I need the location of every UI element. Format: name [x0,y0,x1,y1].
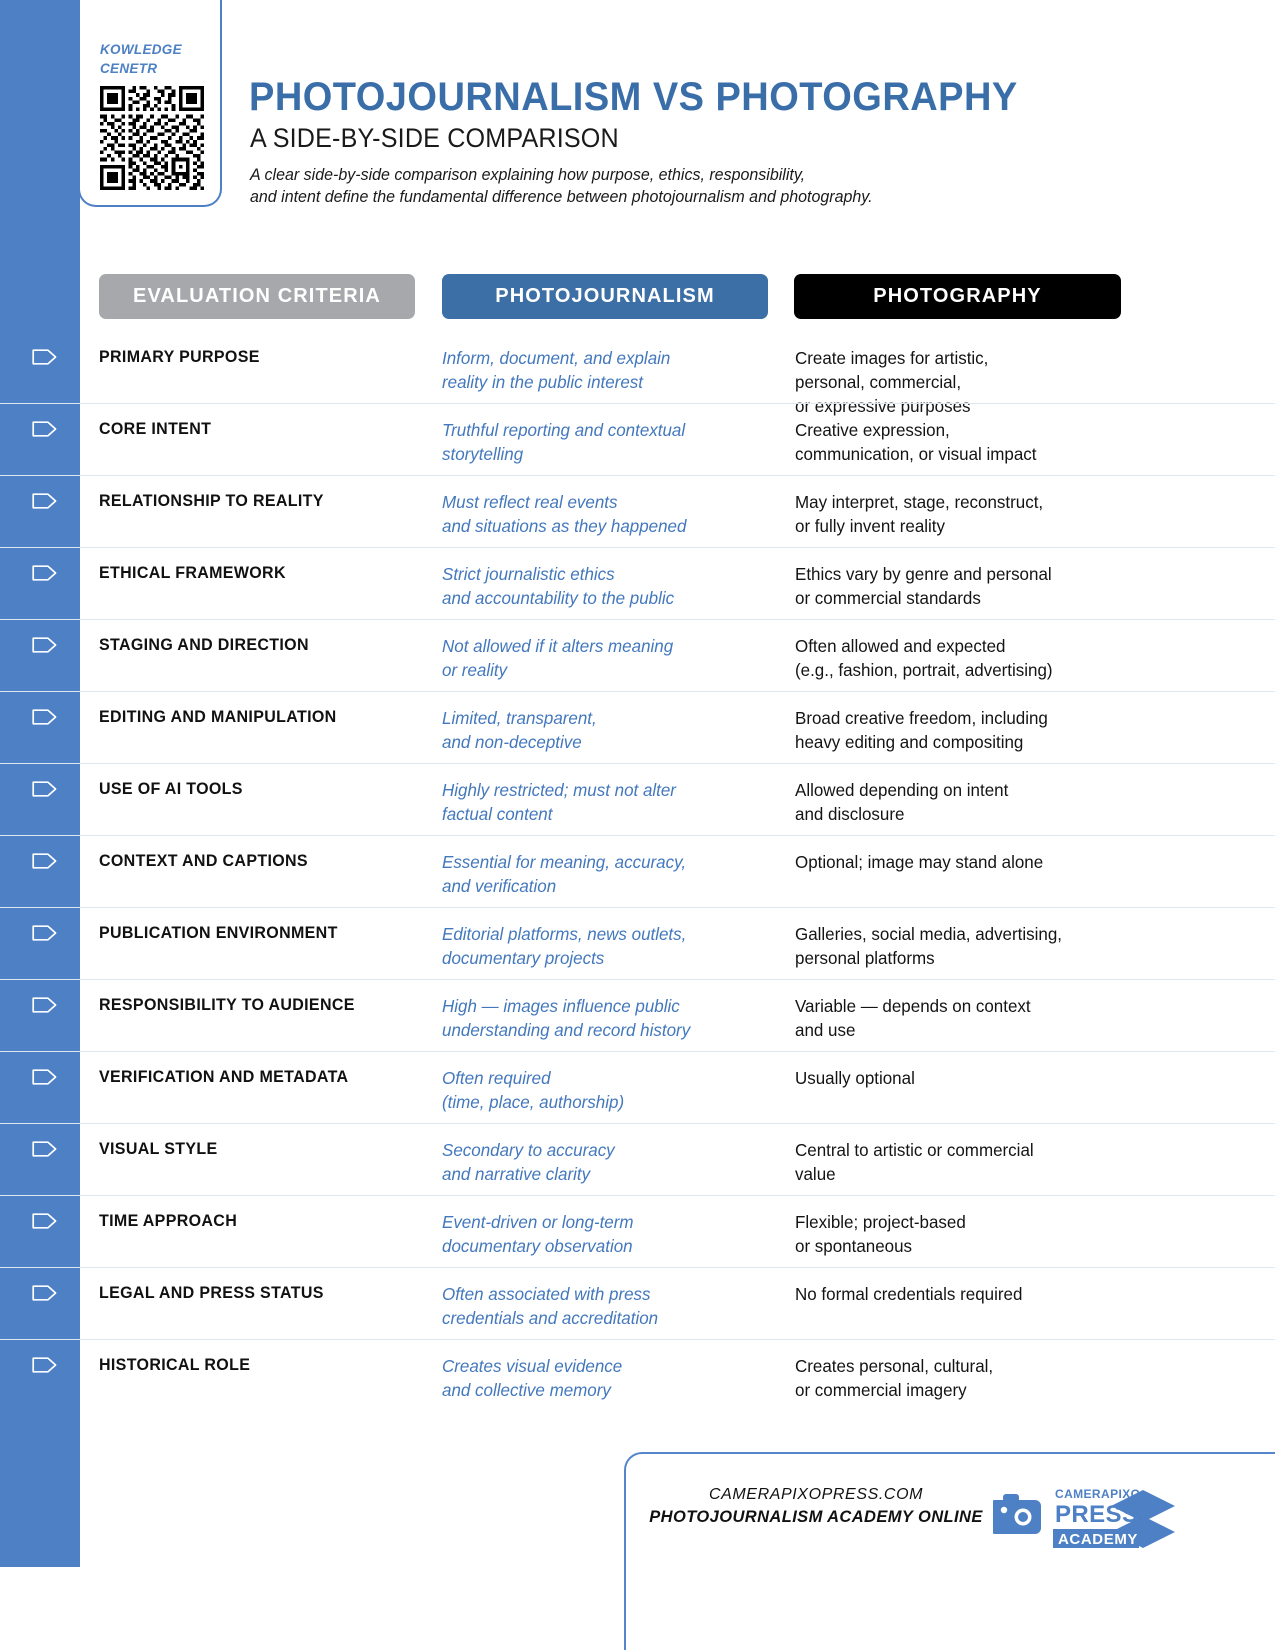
row-marker [32,925,57,941]
cell-criteria: ETHICAL FRAMEWORK [99,564,286,582]
table-row [0,475,1275,547]
tag-marker-icon [32,781,57,797]
cell-photography: Optional; image may stand alone [795,852,1044,872]
table-row [0,1123,1275,1195]
cell-photojournalism: Event-driven or long-term documentary observation [442,1212,634,1256]
row-marker [32,709,57,725]
tag-marker-icon [32,493,57,509]
footer-website: CAMERAPIXOPRESS.COM [708,1486,924,1503]
row-marker [32,349,57,365]
row-marker [32,1069,57,1085]
tag-marker-icon [32,565,57,581]
row-cells [99,908,1275,979]
tag-marker-icon [32,853,57,869]
table-row [0,979,1275,1051]
table-row [0,691,1275,763]
cell-criteria: VISUAL STYLE [99,1140,218,1158]
cell-criteria: PRIMARY PURPOSE [99,348,260,366]
cell-criteria: HISTORICAL ROLE [99,1356,251,1374]
cell-photography: Ethics vary by genre and personal or commercial standards [795,564,1052,608]
qr-code-icon[interactable] [100,86,204,190]
camerapixo-press-academy-logo [993,1482,1178,1550]
row-marker [32,1285,57,1301]
page-title: PHOTOJOURNALISM VS PHOTOGRAPHY [249,75,1018,119]
row-marker [32,637,57,653]
cell-photojournalism: Editorial platforms, news outlets, documentary projects [442,924,687,968]
table-row [0,1051,1275,1123]
table-row [0,1195,1275,1267]
tag-marker-icon [32,1213,57,1229]
row-cells [99,1124,1275,1195]
row-cells [99,1268,1275,1339]
row-cells [99,980,1275,1051]
cell-photojournalism: Strict journalistic ethics and accountability to the public [442,564,675,608]
column-header-photojournalism: PHOTOJOURNALISM [442,274,768,319]
tag-marker-icon [32,1141,57,1157]
row-cells [99,836,1275,907]
cell-photography: Variable — depends on context and use [795,996,1031,1040]
cell-criteria: RELATIONSHIP TO REALITY [99,492,324,510]
page-lead-description: A clear side-by-side comparison explaining how purpose, ethics, responsibility, and intent define the fundamental difference between photojournalism and photography. [250,166,873,206]
tag-marker-icon [32,1357,57,1373]
table-row [0,763,1275,835]
row-marker [32,853,57,869]
cell-criteria: TIME APPROACH [99,1212,238,1230]
row-marker [32,493,57,509]
footer-tagline: PHOTOJOURNALISM ACADEMY ONLINE [649,1508,983,1526]
table-row [0,403,1275,475]
table-row [0,547,1275,619]
tag-marker-icon [32,349,57,365]
table-row [0,835,1275,907]
tag-marker-icon [32,637,57,653]
cell-photojournalism: Truthful reporting and contextual storytelling [442,420,686,464]
cell-photography: Flexible; project-based or spontaneous [795,1212,966,1256]
cell-criteria: PUBLICATION ENVIRONMENT [99,924,338,942]
row-cells [99,620,1275,691]
comparison-table [0,332,1275,1411]
cell-photojournalism: Secondary to accuracy and narrative clarity [442,1140,615,1184]
cell-photography: Allowed depending on intent and disclosure [795,780,1009,824]
row-cells [99,404,1275,475]
cell-photojournalism: Highly restricted; must not alter factual content [442,780,676,824]
tag-marker-icon [32,997,57,1013]
cell-criteria: USE OF AI TOOLS [99,780,243,798]
row-marker [32,1141,57,1157]
cell-criteria: VERIFICATION AND METADATA [99,1068,349,1086]
page-subtitle: A SIDE-BY-SIDE COMPARISON [250,123,619,153]
cell-photojournalism: Often required (time, place, authorship) [442,1068,625,1112]
cell-criteria: STAGING AND DIRECTION [99,636,309,654]
cell-photojournalism: Inform, document, and explain reality in the public interest [442,348,671,392]
cell-criteria: EDITING AND MANIPULATION [99,708,337,726]
cell-photojournalism: Creates visual evidence and collective memory [442,1356,623,1400]
row-marker [32,1357,57,1373]
row-cells [99,476,1275,547]
cell-criteria: LEGAL AND PRESS STATUS [99,1284,324,1302]
cell-photography: Create images for artistic, personal, commercial, or expressive purposes [795,348,989,416]
tag-marker-icon [32,925,57,941]
table-row [0,1267,1275,1339]
row-cells [99,1052,1275,1123]
row-cells [99,548,1275,619]
qr-card [78,0,222,207]
row-marker [32,1213,57,1229]
cell-criteria: CONTEXT AND CAPTIONS [99,852,308,870]
table-row [0,907,1275,979]
cell-photography: Creative expression, communication, or visual impact [795,420,1037,464]
cell-photography: Usually optional [795,1068,915,1088]
row-marker [32,421,57,437]
cell-photojournalism: Not allowed if it alters meaning or reality [442,636,674,680]
row-cells [99,764,1275,835]
cell-criteria: CORE INTENT [99,420,212,438]
qr-brand-label: KOWLEDGE CENETR [100,42,182,76]
cell-photography: Often allowed and expected (e.g., fashion, portrait, advertising) [795,636,1053,680]
table-row [0,619,1275,691]
logo-line2: PRESS [1055,1501,1139,1528]
cell-photography: No formal credentials required [795,1284,1023,1304]
cell-photography: Galleries, social media, advertising, personal platforms [795,924,1063,968]
cell-photography: Broad creative freedom, including heavy editing and compositing [795,708,1048,752]
cell-photojournalism: Often associated with press credentials and accreditation [442,1284,659,1328]
cell-photography: May interpret, stage, reconstruct, or fully invent reality [795,492,1044,536]
tag-marker-icon [32,1069,57,1085]
row-cells [99,1340,1275,1411]
row-cells [99,332,1275,416]
cell-photojournalism: Essential for meaning, accuracy, and verification [442,852,687,896]
column-header-row [99,274,1121,319]
row-cells [99,1196,1275,1267]
row-marker [32,781,57,797]
tag-marker-icon [32,709,57,725]
footer-text-block [648,1484,984,1528]
cell-photojournalism: Limited, transparent, and non-deceptive [442,708,597,752]
cell-photography: Creates personal, cultural, or commercial imagery [795,1356,994,1400]
cell-criteria: RESPONSIBILITY TO AUDIENCE [99,996,355,1014]
cell-photojournalism: Must reflect real events and situations as they happened [442,492,687,536]
logo-line3: ACADEMY [1058,1531,1139,1548]
row-marker [32,997,57,1013]
row-marker [32,565,57,581]
cell-photojournalism: High — images influence public understanding and record history [442,996,691,1040]
tag-marker-icon [32,421,57,437]
row-cells [99,692,1275,763]
table-row [0,1339,1275,1411]
logo-line1: CAMERAPIXO [1055,1487,1141,1501]
tag-marker-icon [32,1285,57,1301]
column-header-criteria: EVALUATION CRITERIA [99,274,415,319]
column-header-photography: PHOTOGRAPHY [794,274,1121,319]
cell-photography: Central to artistic or commercial value [795,1140,1034,1184]
table-row [0,332,1275,416]
